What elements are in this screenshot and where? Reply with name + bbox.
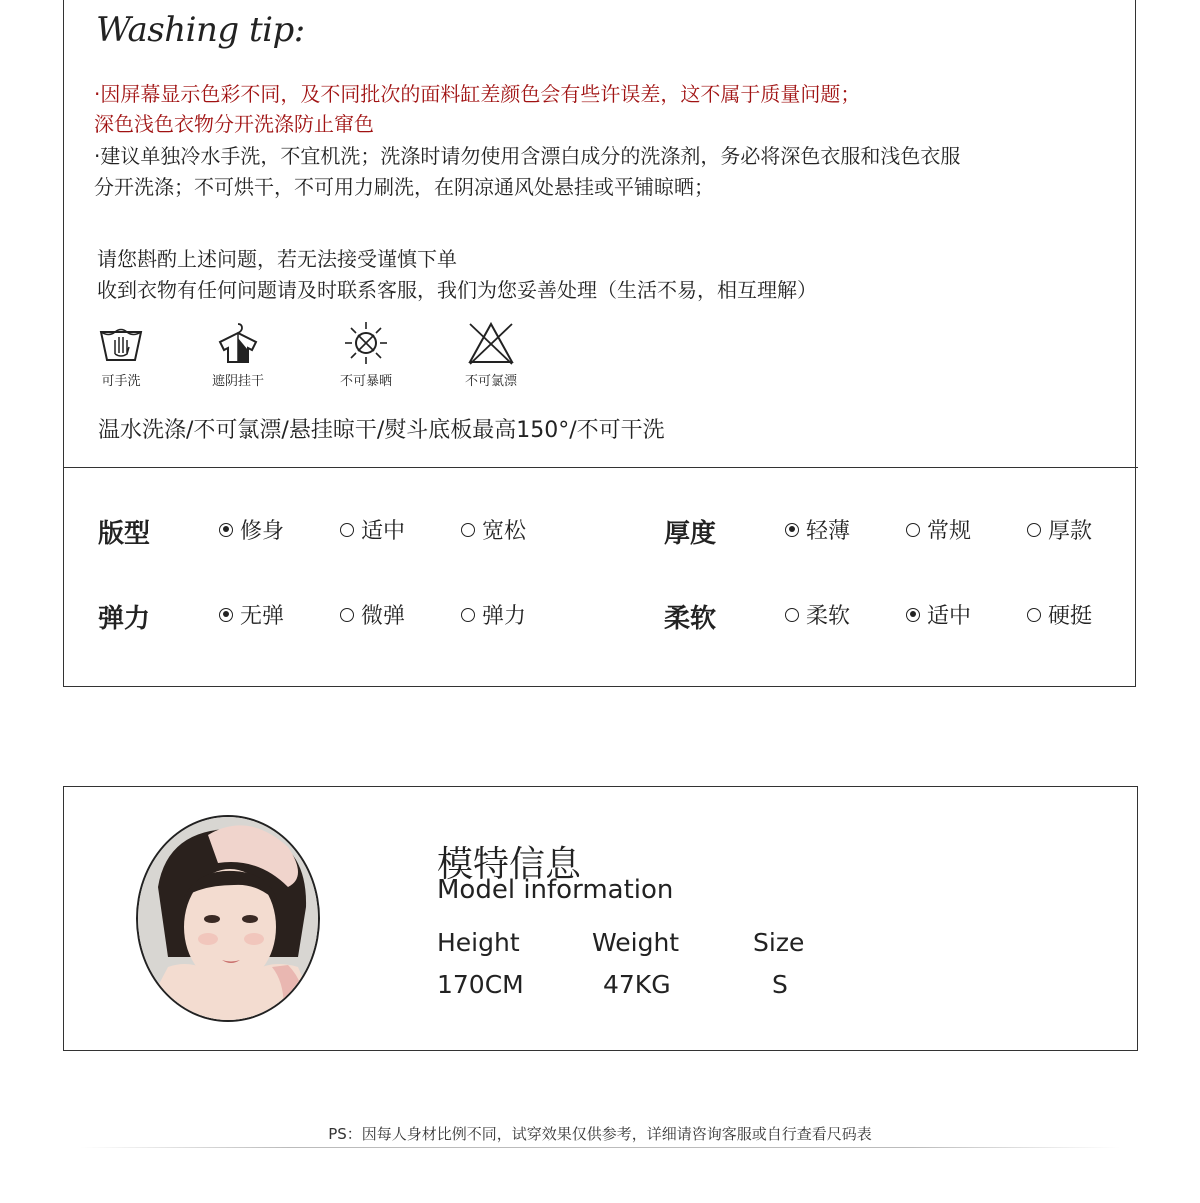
footnote-rule xyxy=(80,1147,1120,1148)
size-footnote: PS：因每人身材比例不同，试穿效果仅供参考，详细请咨询客服或自行查看尺码表 xyxy=(328,1125,872,1143)
elasticity-label: 弹力 xyxy=(98,604,151,634)
weight-value: 47KG xyxy=(603,970,671,999)
model-portrait-image xyxy=(138,817,320,1022)
customer-service-note: 收到衣物有任何问题请及时联系客服，我们为您妥善处理（生活不易，相互理解） xyxy=(97,278,817,302)
thickness-option-normal: 常规 xyxy=(906,514,971,545)
softness-option-soft: 柔软 xyxy=(785,599,850,630)
consider-before-order-note: 请您斟酌上述问题，若无法接受谨慎下单 xyxy=(97,247,457,271)
care-icon-label: 可手洗 xyxy=(101,374,141,389)
radio-selected-icon xyxy=(906,608,920,622)
height-value: 170CM xyxy=(437,970,524,999)
wash-instructions-line1: ·建议单独冷水手洗，不宜机洗；洗涤时请勿使用含漂白成分的洗涤剂，务必将深色衣服和浅色衣服 xyxy=(94,144,961,168)
radio-unselected-icon xyxy=(1027,523,1041,537)
thickness-option-thick: 厚款 xyxy=(1027,514,1092,545)
softness-option-medium: 适中 xyxy=(906,599,971,630)
color-difference-note: ·因屏幕显示色彩不同，及不同批次的面料缸差颜色会有些许误差，这不属于质量问题； xyxy=(94,82,861,106)
care-icon-label: 遮阴挂干 xyxy=(211,374,264,389)
care-icons-row xyxy=(0,320,600,400)
size-label: Size xyxy=(753,928,805,957)
no-bleach-icon xyxy=(467,320,515,366)
height-label: Height xyxy=(437,928,520,957)
washing-tip-title: Washing tip: xyxy=(96,10,305,50)
fit-option-regular: 适中 xyxy=(340,514,405,545)
fit-option-loose: 宽松 xyxy=(461,514,526,545)
radio-unselected-icon xyxy=(785,608,799,622)
radio-selected-icon xyxy=(219,523,233,537)
radio-unselected-icon xyxy=(461,608,475,622)
elasticity-option-none: 无弹 xyxy=(219,599,284,630)
softness-label: 柔软 xyxy=(664,604,717,634)
radio-unselected-icon xyxy=(340,523,354,537)
radio-unselected-icon xyxy=(340,608,354,622)
care-icon-label: 不可暴晒 xyxy=(339,374,392,389)
fit-option-slim: 修身 xyxy=(219,514,284,545)
thickness-option-thin: 轻薄 xyxy=(785,514,850,545)
separate-wash-note: 深色浅色衣物分开洗涤防止窜色 xyxy=(94,112,374,136)
no-sun-dry-icon xyxy=(342,320,390,366)
model-info-title: 模特信息 xyxy=(437,844,582,885)
thickness-label: 厚度 xyxy=(664,519,717,549)
softness-option-stiff: 硬挺 xyxy=(1027,599,1092,630)
wash-instructions-line2: 分开洗涤；不可烘干，不可用力刷洗，在阴凉通风处悬挂或平铺晾晒； xyxy=(94,175,714,199)
radio-unselected-icon xyxy=(1027,608,1041,622)
section-divider xyxy=(63,467,1138,468)
radio-selected-icon xyxy=(785,523,799,537)
radio-selected-icon xyxy=(219,608,233,622)
care-icon-no-bleach xyxy=(441,320,541,389)
radio-unselected-icon xyxy=(906,523,920,537)
elasticity-option-slight: 微弹 xyxy=(340,599,405,630)
care-icon-shade-hang-dry xyxy=(188,320,288,389)
model-avatar xyxy=(136,815,320,1022)
radio-unselected-icon xyxy=(461,523,475,537)
hand-wash-icon xyxy=(97,320,145,366)
model-info-subtitle: Model information xyxy=(437,875,674,905)
care-summary: 温水洗涤/不可氯漂/悬挂晾干/熨斗底板最高150°/不可干洗 xyxy=(98,418,665,443)
care-icon-label: 不可氯漂 xyxy=(464,374,517,389)
shade-hang-dry-icon xyxy=(214,320,262,366)
size-value: S xyxy=(772,970,788,999)
care-icon-no-sun xyxy=(316,320,416,389)
elasticity-option-stretch: 弹力 xyxy=(461,599,526,630)
care-icon-hand-wash xyxy=(71,320,171,389)
weight-label: Weight xyxy=(592,928,680,957)
fit-label: 版型 xyxy=(98,519,151,549)
